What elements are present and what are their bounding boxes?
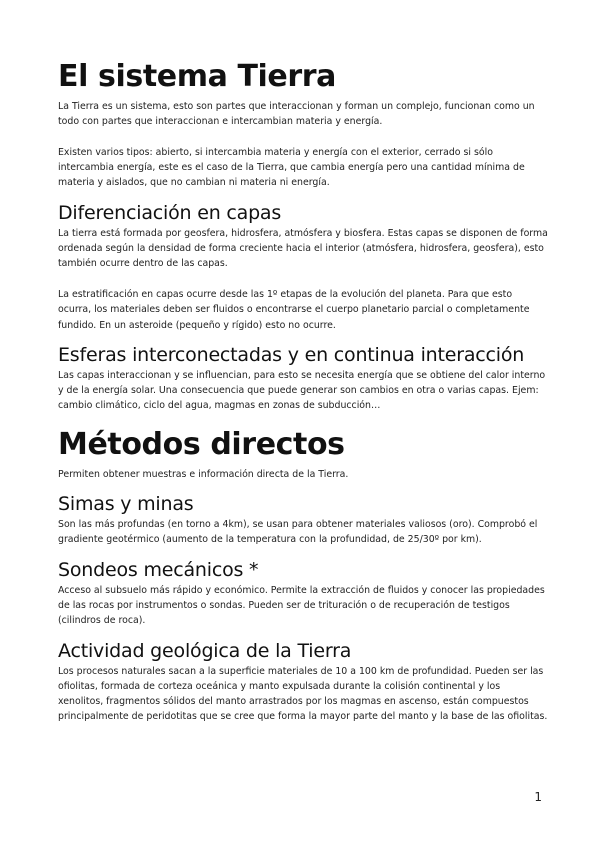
- capas-paragraph-1: La tierra está formada por geosfera, hidrosfera, atmósfera y biosfera. Estas capas se disponen de forma ordenada según la densidad de forma creciente hacia el interior (atmósfera, hidrosfera, geosfera), esto también ocurre dentro de las capas.: [58, 227, 548, 270]
- heading-actividad-geologica: Actividad geológica de la Tierra: [58, 639, 352, 662]
- simas-paragraph-1: Son las más profundas (en torno a 4km), se usan para obtener materiales valiosos (oro). Comprobó el gradiente geotérmico (aumento de la temperatura con la profundidad, de 25/30º por km).: [58, 519, 538, 546]
- title-metodos-directos: Métodos directos: [58, 426, 345, 462]
- esferas-paragraph-1: Las capas interaccionan y se influencian, para esto se necesita energía que se obtiene del calor interno y de la energía solar. Una consecuencia que puede generar son cambios en otra o varias capas. Ejem: cambio climático, ciclo del agua, magmas en zonas de subducción…: [58, 369, 546, 412]
- heading-esferas-interconectadas: Esferas interconectadas y en continua interacción: [58, 343, 525, 366]
- intro-paragraph-1: La Tierra es un sistema, esto son partes que interaccionan y forman un complejo, funcionan como un todo con partes que interaccionan e intercambian materia y energía.: [58, 101, 535, 128]
- document-page: [58, 58, 548, 725]
- heading-diferenciacion-capas: Diferenciación en capas: [58, 201, 282, 224]
- page-number: 1: [534, 790, 542, 804]
- actividad-paragraph-1: Los procesos naturales sacan a la superficie materiales de 10 a 100 km de profundidad. Pueden ser las ofiolitas, formada de corteza oceánica y manto expulsada durante la colisión continental y los xenolitos, fragmentos sólidos del manto arrastrados por los magmas en ascenso, están compuestos principalmente de peridotitas que se cree que forma la mayor parte del manto y la base de las ofiolitas.: [58, 665, 548, 723]
- sondeos-paragraph-1: Acceso al subsuelo más rápido y económico. Permite la extracción de fluidos y conocer las propiedades de las rocas por instrumentos o sondas. Pueden ser de trituración o de recuperación de testigos (cilindros de roca).: [58, 584, 545, 627]
- capas-paragraph-2: La estratificación en capas ocurre desde las 1º etapas de la evolución del planeta. Para que esto ocurra, los materiales deben ser fluidos o encontrarse el cuerpo planetario parcial o completamente fundido. En un asteroide (pequeño y rígido) esto no ocurre.: [58, 288, 530, 331]
- metodos-paragraph-1: Permiten obtener muestras e información directa de la Tierra.: [58, 468, 349, 480]
- title-sistema-tierra: El sistema Tierra: [58, 59, 336, 94]
- intro-paragraph-2: Existen varios tipos: abierto, si intercambia materia y energía con el exterior, cerrado si sólo intercambia energía, este es el caso de la Tierra, que cambia energía pero una cantidad mínima de materia y aislados, que no cambian ni materia ni energía.: [58, 146, 525, 189]
- heading-sondeos-mecanicos: Sondeos mecánicos *: [58, 558, 259, 581]
- heading-simas-minas: Simas y minas: [58, 493, 194, 516]
